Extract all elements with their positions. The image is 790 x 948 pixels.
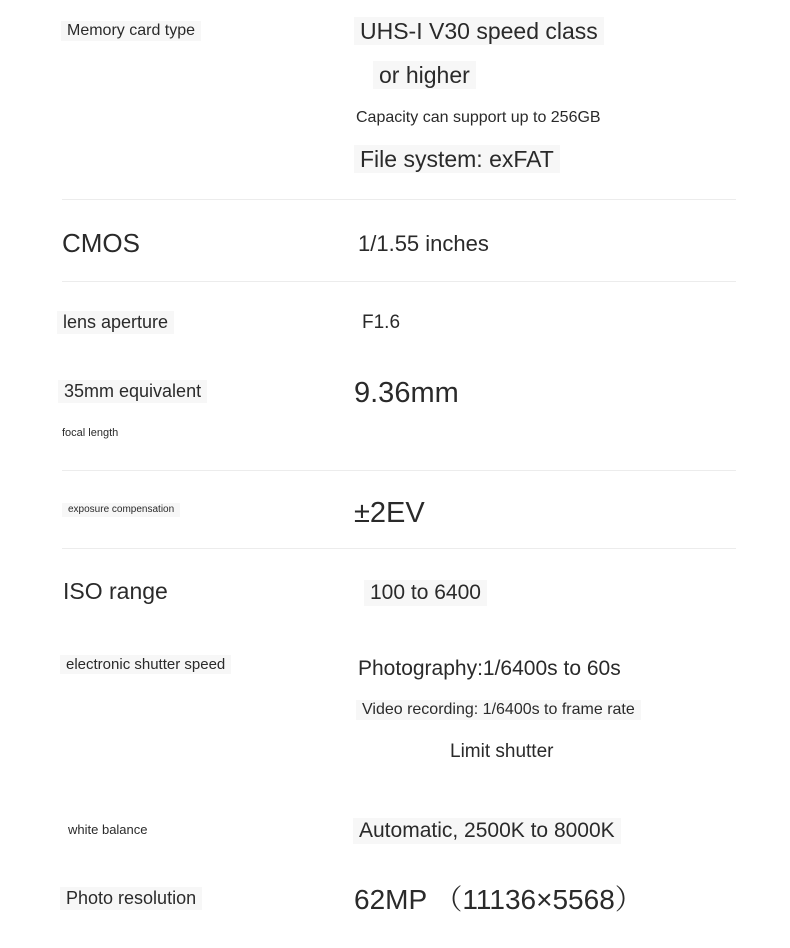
exposure-value: ±2EV	[354, 497, 425, 529]
focal-label-line1: 35mm equivalent	[58, 380, 207, 403]
focal-value: 9.36mm	[354, 377, 459, 409]
exposure-label: exposure compensation	[62, 503, 180, 517]
divider	[62, 470, 736, 471]
shutter-label: electronic shutter speed	[60, 655, 231, 674]
divider	[62, 281, 736, 282]
cmos-value: 1/1.55 inches	[358, 231, 489, 256]
focal-label-line2: focal length	[62, 427, 119, 439]
memory-card-value-1: UHS-I V30 speed class	[354, 17, 604, 45]
resolution-label: Photo resolution	[60, 887, 202, 910]
white-balance-value: Automatic, 2500K to 8000K	[353, 818, 621, 844]
resolution-value: 62MP （11136×5568）	[354, 884, 643, 915]
memory-card-value-2: or higher	[373, 61, 476, 89]
iso-label: ISO range	[63, 578, 168, 604]
shutter-value-3: Limit shutter	[450, 741, 554, 762]
aperture-label: lens aperture	[57, 311, 174, 334]
white-balance-label: white balance	[68, 822, 148, 837]
memory-card-value-4: File system: exFAT	[354, 145, 560, 173]
divider	[62, 548, 736, 549]
iso-value: 100 to 6400	[364, 580, 487, 606]
shutter-value-2: Video recording: 1/6400s to frame rate	[356, 700, 641, 720]
cmos-label: CMOS	[62, 228, 140, 258]
memory-card-value-3: Capacity can support up to 256GB	[356, 109, 601, 126]
memory-card-label: Memory card type	[61, 21, 201, 41]
aperture-value: F1.6	[362, 312, 401, 333]
shutter-value-1: Photography:1/6400s to 60s	[358, 657, 621, 680]
divider	[62, 199, 736, 200]
